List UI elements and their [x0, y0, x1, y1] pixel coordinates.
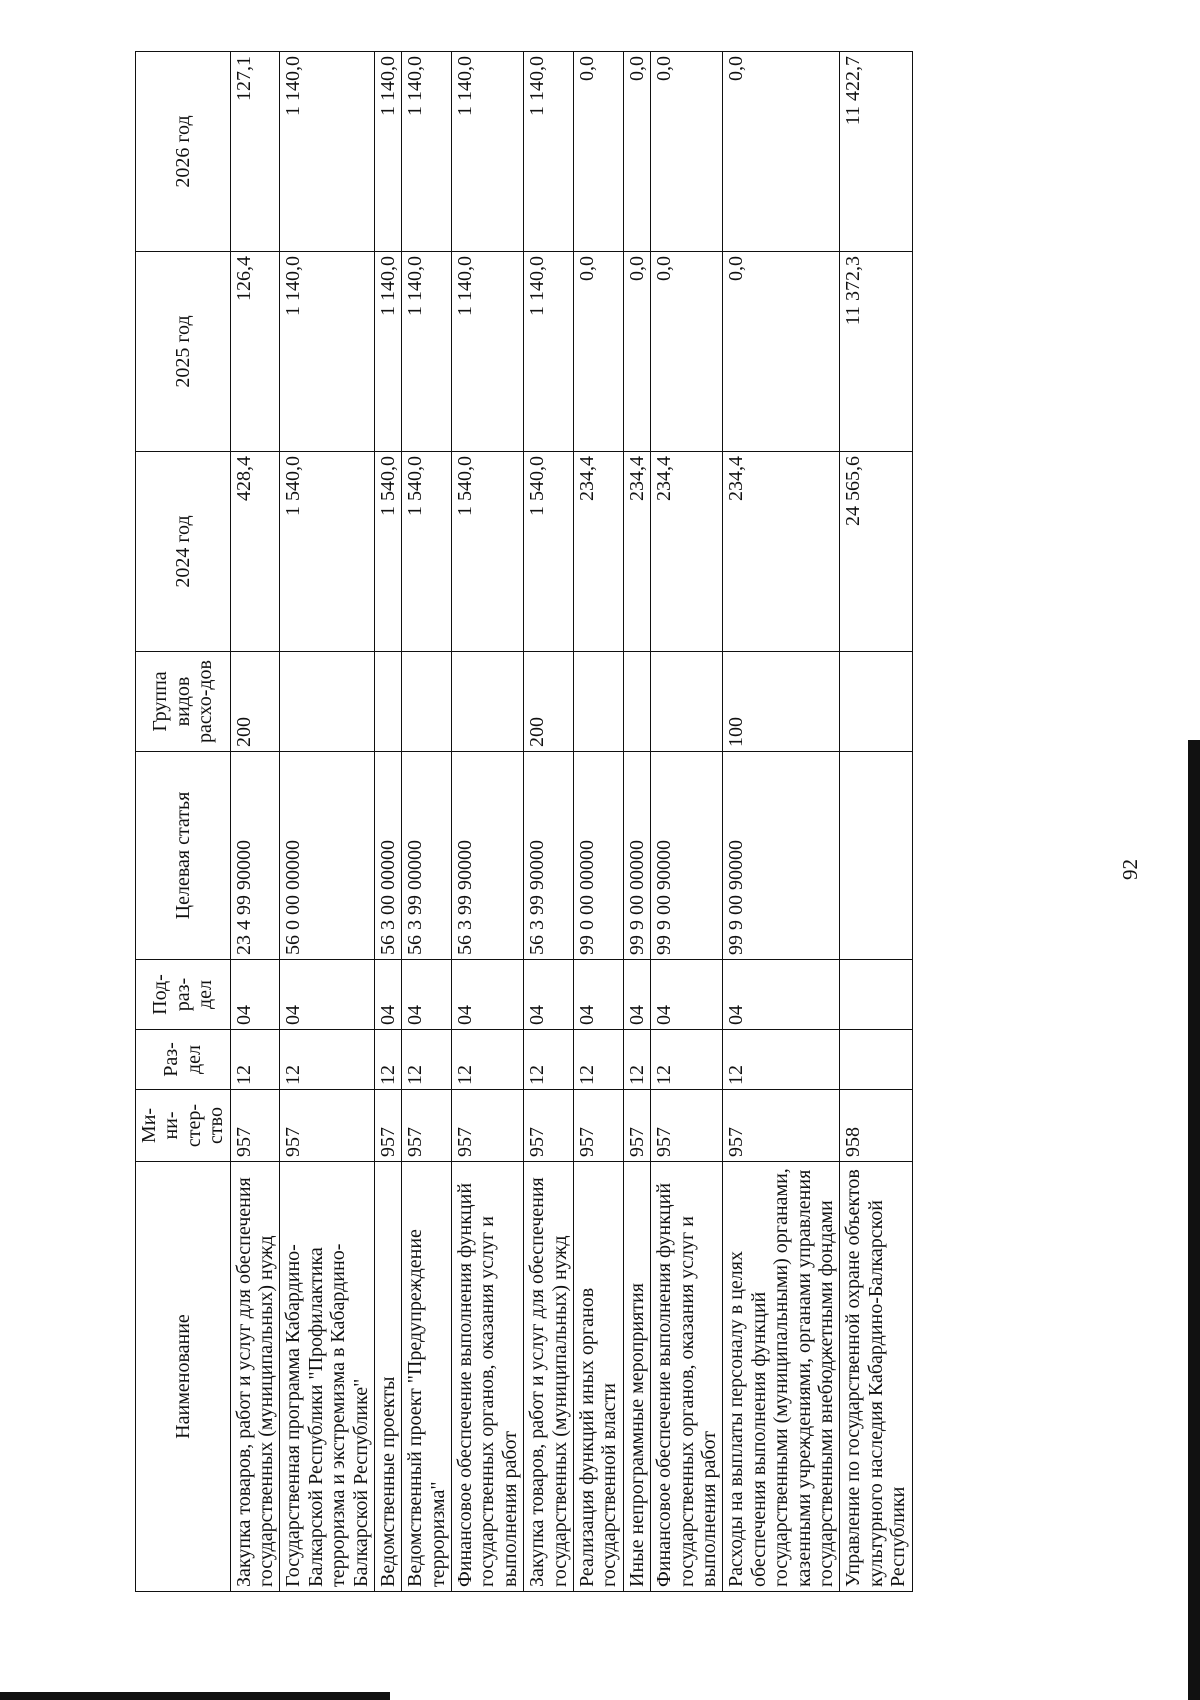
cell-expense-group [452, 652, 524, 752]
cell-name: Ведомственные проекты [374, 1162, 401, 1592]
table-row [840, 52, 912, 1592]
cell-target-article: 56 3 99 90000 [452, 752, 524, 960]
cell-ministry: 957 [524, 1090, 574, 1162]
cell-2025: 0,0 [623, 252, 650, 452]
cell-2025: 0,0 [651, 252, 723, 452]
cell-ministry: 957 [574, 1090, 624, 1162]
header-expense-group: Группа видов расхо-дов [136, 652, 231, 752]
cell-2025: 11 372,3 [840, 252, 912, 452]
cell-target-article: 99 0 00 00000 [574, 752, 624, 960]
scan-edge-right [1188, 740, 1200, 1700]
cell-ministry: 957 [452, 1090, 524, 1162]
cell-2024: 1 540,0 [524, 452, 574, 652]
cell-2024: 1 540,0 [374, 452, 401, 652]
table-row [230, 52, 280, 1592]
cell-ministry: 957 [723, 1090, 840, 1162]
cell-name: Государственная программа Кабардино-Балкарской Республики "Профилактика терроризма и экстремизма в Кабардино-Балкарской Республике" [280, 1162, 375, 1592]
cell-2024: 24 565,6 [840, 452, 912, 652]
cell-target-article: 99 9 00 00000 [623, 752, 650, 960]
cell-expense-group [402, 652, 452, 752]
cell-expense-group [840, 652, 912, 752]
scan-edge-bottom [0, 1692, 390, 1700]
cell-subsection: 04 [574, 960, 624, 1030]
cell-2026: 1 140,0 [452, 52, 524, 252]
cell-ministry: 957 [374, 1090, 401, 1162]
cell-name: Ведомственный проект "Предупреждение терроризма" [402, 1162, 452, 1592]
cell-2025: 1 140,0 [402, 252, 452, 452]
cell-expense-group: 100 [723, 652, 840, 752]
table-row [402, 52, 452, 1592]
header-section: Раз-дел [136, 1030, 231, 1090]
cell-target-article: 23 4 99 90000 [230, 752, 280, 960]
cell-section: 12 [452, 1030, 524, 1090]
cell-2025: 126,4 [230, 252, 280, 452]
cell-expense-group: 200 [230, 652, 280, 752]
cell-2026: 1 140,0 [374, 52, 401, 252]
cell-section: 12 [402, 1030, 452, 1090]
cell-ministry: 957 [623, 1090, 650, 1162]
table-row [374, 52, 401, 1592]
cell-subsection: 04 [623, 960, 650, 1030]
cell-section: 12 [651, 1030, 723, 1090]
cell-name: Финансовое обеспечение выполнения функций государственных органов, оказания услуг и выполнения работ [452, 1162, 524, 1592]
cell-expense-group [651, 652, 723, 752]
cell-section: 12 [374, 1030, 401, 1090]
budget-table [135, 51, 913, 1592]
header-name: Наименование [136, 1162, 231, 1592]
cell-2025: 1 140,0 [452, 252, 524, 452]
cell-subsection: 04 [723, 960, 840, 1030]
cell-2026: 1 140,0 [402, 52, 452, 252]
cell-2026: 11 422,7 [840, 52, 912, 252]
cell-2024: 1 540,0 [452, 452, 524, 652]
header-ministry: Ми-ни-стер-ство [136, 1090, 231, 1162]
cell-ministry: 957 [402, 1090, 452, 1162]
cell-subsection: 04 [452, 960, 524, 1030]
cell-2024: 234,4 [623, 452, 650, 652]
cell-expense-group [374, 652, 401, 752]
cell-2026: 127,1 [230, 52, 280, 252]
cell-target-article: 56 3 99 90000 [524, 752, 574, 960]
cell-section: 12 [723, 1030, 840, 1090]
table-row [651, 52, 723, 1592]
cell-section: 12 [280, 1030, 375, 1090]
cell-2024: 428,4 [230, 452, 280, 652]
header-target-article: Целевая статья [136, 752, 231, 960]
header-2025: 2025 год [136, 252, 231, 452]
cell-target-article: 56 0 00 00000 [280, 752, 375, 960]
table-row [452, 52, 524, 1592]
cell-target-article: 56 3 00 00000 [374, 752, 401, 960]
cell-name: Закупка товаров, работ и услуг для обеспечения государственных (муниципальных) нужд [524, 1162, 574, 1592]
cell-target-article [840, 752, 912, 960]
cell-section: 12 [230, 1030, 280, 1090]
cell-name: Расходы на выплаты персоналу в целях обеспечения выполнения функций государственными (муниципальными) органами, казенными учреждениями, органами управления государственными внебюджетными фондами [723, 1162, 840, 1592]
cell-section: 12 [623, 1030, 650, 1090]
cell-name: Иные непрограммные мероприятия [623, 1162, 650, 1592]
header-subsection: Под-раз-дел [136, 960, 231, 1030]
cell-name: Финансовое обеспечение выполнения функций государственных органов, оказания услуг и выполнения работ [651, 1162, 723, 1592]
table-row [524, 52, 574, 1592]
cell-section: 12 [524, 1030, 574, 1090]
cell-ministry: 957 [230, 1090, 280, 1162]
table-row [623, 52, 650, 1592]
table-row [723, 52, 840, 1592]
header-2026: 2026 год [136, 52, 231, 252]
cell-2026: 1 140,0 [524, 52, 574, 252]
cell-expense-group: 200 [524, 652, 574, 752]
cell-name: Закупка товаров, работ и услуг для обеспечения государственных (муниципальных) нужд [230, 1162, 280, 1592]
cell-section [840, 1030, 912, 1090]
cell-2024: 234,4 [651, 452, 723, 652]
header-row [136, 52, 231, 1592]
cell-2026: 0,0 [574, 52, 624, 252]
cell-target-article: 99 9 00 90000 [723, 752, 840, 960]
cell-subsection: 04 [402, 960, 452, 1030]
cell-2026: 0,0 [651, 52, 723, 252]
cell-2025: 0,0 [574, 252, 624, 452]
cell-target-article: 56 3 99 00000 [402, 752, 452, 960]
cell-expense-group [623, 652, 650, 752]
cell-expense-group [574, 652, 624, 752]
cell-target-article: 99 9 00 90000 [651, 752, 723, 960]
cell-name: Реализация функций иных органов государственной власти [574, 1162, 624, 1592]
cell-subsection: 04 [374, 960, 401, 1030]
cell-subsection: 04 [651, 960, 723, 1030]
cell-subsection: 04 [280, 960, 375, 1030]
cell-2024: 1 540,0 [402, 452, 452, 652]
cell-subsection: 04 [230, 960, 280, 1030]
cell-ministry: 957 [651, 1090, 723, 1162]
cell-ministry: 958 [840, 1090, 912, 1162]
cell-2026: 0,0 [623, 52, 650, 252]
cell-2025: 1 140,0 [524, 252, 574, 452]
cell-2026: 0,0 [723, 52, 840, 252]
cell-subsection: 04 [524, 960, 574, 1030]
cell-subsection [840, 960, 912, 1030]
cell-2025: 0,0 [723, 252, 840, 452]
cell-ministry: 957 [280, 1090, 375, 1162]
cell-expense-group [280, 652, 375, 752]
cell-2024: 234,4 [574, 452, 624, 652]
cell-2024: 234,4 [723, 452, 840, 652]
cell-name: Управление по государственной охране объектов культурного наследия Кабардино-Балкарской Республики [840, 1162, 912, 1592]
cell-section: 12 [574, 1030, 624, 1090]
cell-2025: 1 140,0 [374, 252, 401, 452]
cell-2024: 1 540,0 [280, 452, 375, 652]
page-number: 92 [1118, 859, 1142, 880]
table-row [280, 52, 375, 1592]
cell-2026: 1 140,0 [280, 52, 375, 252]
table-row [574, 52, 624, 1592]
cell-2025: 1 140,0 [280, 252, 375, 452]
header-2024: 2024 год [136, 452, 231, 652]
